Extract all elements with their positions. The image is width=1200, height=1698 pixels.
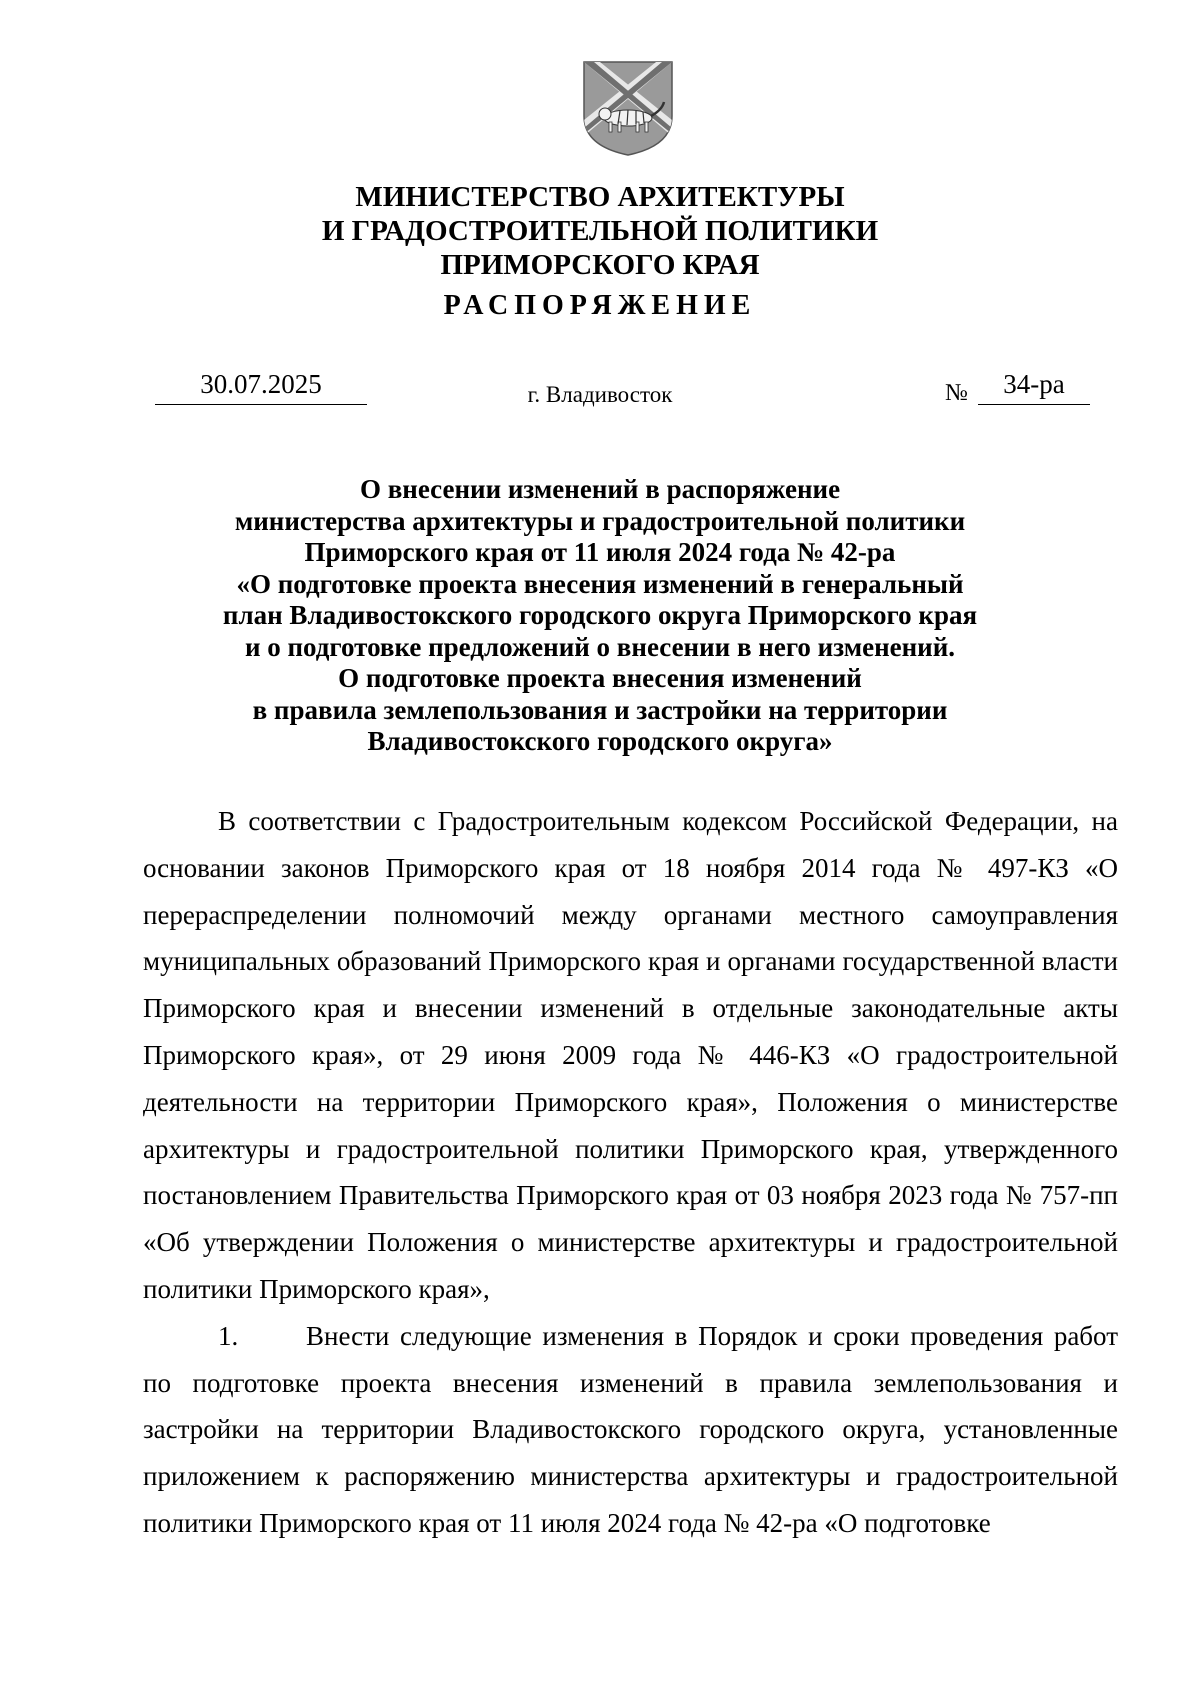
preamble-paragraph: В соответствии с Градостроительным кодексом Российской Федерации, на основании законов Приморского края от 18 ноября 2014 года № 497-КЗ «О перераспределении полномочий между органами местного самоуправления муниципальных образований Приморского края и органами государственной власти Приморского края и внесении изменений в отдельные законодательные акты Приморского края», от 29 июня 2009 года № 446-КЗ «О градостроительной деятельности на территории Приморского края», Положения о министерстве архитектуры и градостроительной политики Приморского края, утвержденного постановлением Правительства Приморского края от 03 ноября 2023 года № 757-пп «Об утверждении Положения о министерстве архитектуры и градостроительной политики Приморского края», [143,806,1118,1304]
subject-line: О подготовке проекта внесения изменений [338,663,862,693]
number-sign: № [945,380,968,406]
item-1-text: Внести следующие изменения в Порядок и сроки проведения работ по подготовке проекта внесения изменений в правила землепользования и застройки на территории Владивостокского городского округа, установленные приложением к распоряжению министерства архитектуры и градостроительной политики Приморского края от 11 июля 2024 года № 42-ра «О подготовке [143,1320,1118,1538]
subject-line: министерства архитектуры и градостроительной политики [234,505,966,536]
subject-line: «О подготовке проекта внесения изменений в генеральный [236,568,964,599]
document-type-title: РАСПОРЯЖЕНИЕ [443,290,757,321]
subject-line: О внесении изменений в распоряжение [359,474,841,504]
subject-line: Приморского края от 11 июля 2024 года № 42-ра [304,537,896,567]
subject-line: и о подготовке предложений о внесении в него изменений. [244,631,956,662]
item-1-paragraph [143,1313,1118,1547]
document-body [143,798,1118,1547]
subject-line: Владивостокского городского округа» [367,726,833,756]
coat-of-arms-emblem [578,58,678,158]
document-city: г. Владивосток [527,382,673,407]
document-date: 30.07.2025 [155,364,367,405]
ministry-name-line-3: ПРИМОРСКОГО КРАЯ [440,249,760,281]
ministry-name-line-1: МИНИСТЕРСТВО АРХИТЕКТУРЫ [355,181,845,213]
subject-line: план Владивостокского городского округа Приморского края [222,600,978,630]
ministry-header [0,180,1200,282]
document-number: 34-ра [978,364,1090,405]
ministry-name-line-2: И ГРАДОСТРОИТЕЛЬНОЙ ПОЛИТИКИ [321,215,879,247]
item-1-number: 1. [218,1320,239,1351]
subject-line: в правила землепользования и застройки на территории [252,694,948,725]
document-subject [0,474,1200,758]
